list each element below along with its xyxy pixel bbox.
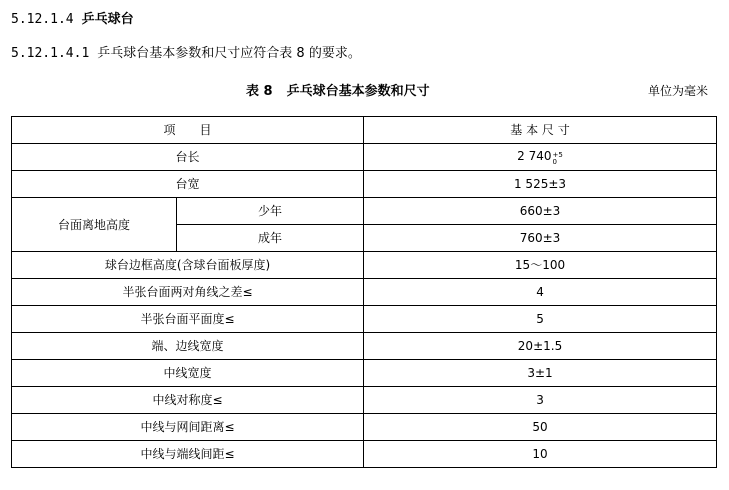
header-item: 项 目 (12, 117, 364, 144)
table-row (12, 252, 717, 279)
tolerance (553, 152, 563, 166)
table-row (12, 144, 717, 171)
row-value: 20±1.5 (364, 333, 717, 360)
row-item: 台宽 (12, 171, 364, 198)
value-main: 2 740 (517, 148, 552, 163)
section-number: 5.12.1.4 (11, 12, 74, 27)
table-row (12, 279, 717, 306)
row-item: 球台边框高度(含球台面板厚度) (12, 252, 364, 279)
row-sub-item: 少年 (177, 198, 364, 225)
row-item: 半张台面两对角线之差≤ (12, 279, 364, 306)
table-caption (246, 80, 430, 99)
table-title: 乒乓球台基本参数和尺寸 (286, 84, 430, 99)
header-value: 基 本 尺 寸 (364, 117, 717, 144)
row-item: 中线与网间距离≤ (12, 414, 364, 441)
table-label: 表 8 (246, 84, 273, 99)
tolerance-lower: 0 (552, 157, 557, 166)
clause-number: 5.12.1.4.1 (11, 46, 90, 61)
row-sub-item: 成年 (177, 225, 364, 252)
table-row (12, 198, 717, 225)
table-row (12, 333, 717, 360)
row-value: 5 (364, 306, 717, 333)
row-item: 中线与端线间距≤ (12, 441, 364, 468)
row-value: 760±3 (364, 225, 717, 252)
clause-text: 乒乓球台基本参数和尺寸应符合表 8 的要求。 (97, 46, 361, 61)
row-item: 台长 (12, 144, 364, 171)
row-item: 中线对称度≤ (12, 387, 364, 414)
row-value: 660±3 (364, 198, 717, 225)
row-group-item: 台面离地高度 (12, 198, 177, 252)
row-item: 半张台面平面度≤ (12, 306, 364, 333)
table-header-row (12, 117, 717, 144)
row-value: 50 (364, 414, 717, 441)
row-value: 10 (364, 441, 717, 468)
table-row (12, 360, 717, 387)
table-row (12, 441, 717, 468)
spec-table (11, 116, 717, 468)
unit-note: 单位为毫米 (648, 84, 709, 98)
section-heading (11, 8, 134, 27)
table-row (12, 306, 717, 333)
table-row (12, 387, 717, 414)
row-item: 端、边线宽度 (12, 333, 364, 360)
row-item: 中线宽度 (12, 360, 364, 387)
row-value: 1 525±3 (364, 171, 717, 198)
row-value: 4 (364, 279, 717, 306)
row-value: 3 (364, 387, 717, 414)
table-row (12, 414, 717, 441)
table-row (12, 171, 717, 198)
row-value: 15～100 (364, 252, 717, 279)
row-value: 3±1 (364, 360, 717, 387)
section-title: 乒乓球台 (81, 12, 134, 27)
row-value (364, 144, 717, 171)
clause-paragraph (11, 42, 361, 61)
tolerance-upper: +5 (552, 150, 563, 159)
